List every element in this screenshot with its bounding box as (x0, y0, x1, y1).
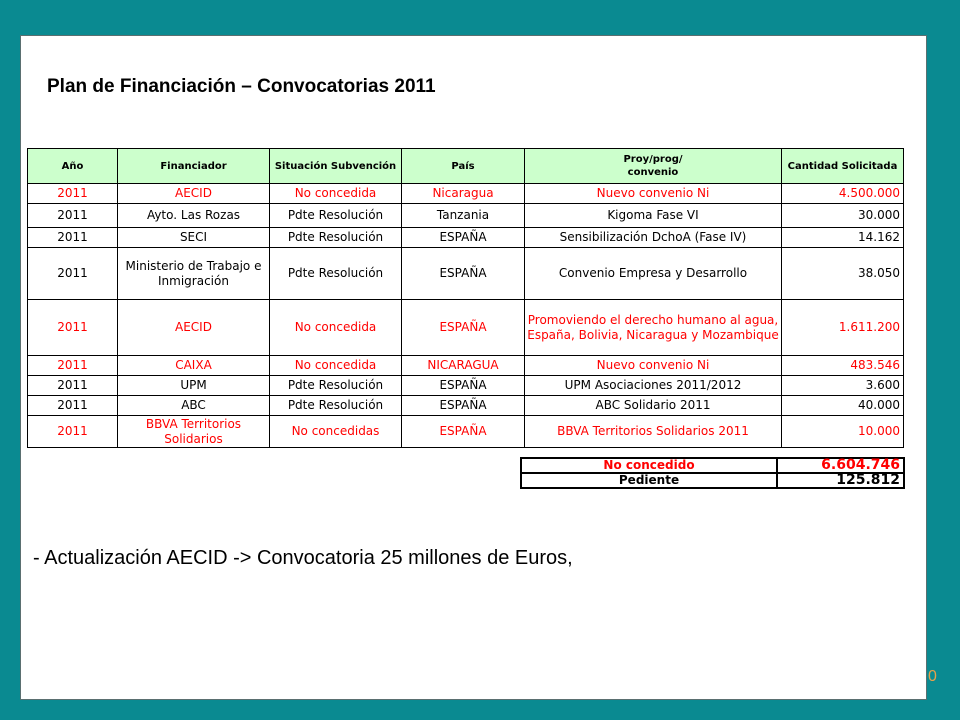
project-cell: Convenio Empresa y Desarrollo (525, 248, 782, 300)
column-header: Cantidad Solicitada (782, 149, 904, 184)
totals-table (520, 457, 905, 489)
amount-cell: 1.611.200 (782, 300, 904, 356)
funder-cell: SECI (118, 228, 270, 248)
project-cell: Kigoma Fase VI (525, 204, 782, 228)
funder-cell: UPM (118, 376, 270, 396)
funding-table (27, 148, 904, 448)
page-number: 0 (928, 668, 937, 685)
amount-cell: 3.600 (782, 376, 904, 396)
table-row (28, 396, 904, 416)
page-title: Plan de Financiación – Convocatorias 2011 (47, 76, 436, 97)
column-header: Situación Subvención (270, 149, 402, 184)
year-cell: 2011 (28, 356, 118, 376)
table-row (28, 356, 904, 376)
status-cell: No concedida (270, 300, 402, 356)
funder-cell: AECID (118, 300, 270, 356)
project-cell: ABC Solidario 2011 (525, 396, 782, 416)
totals-label: Pediente (521, 473, 777, 488)
year-cell: 2011 (28, 396, 118, 416)
year-cell: 2011 (28, 300, 118, 356)
country-cell: Tanzania (402, 204, 525, 228)
year-cell: 2011 (28, 184, 118, 204)
status-cell: No concedida (270, 356, 402, 376)
country-cell: NICARAGUA (402, 356, 525, 376)
country-cell: ESPAÑA (402, 396, 525, 416)
totals-row (521, 458, 904, 473)
funder-cell: AECID (118, 184, 270, 204)
status-cell: Pdte Resolución (270, 396, 402, 416)
table-row (28, 248, 904, 300)
project-cell: Nuevo convenio Ni (525, 184, 782, 204)
status-cell: Pdte Resolución (270, 376, 402, 396)
table-row (28, 416, 904, 448)
totals-value: 6.604.746 (777, 458, 904, 473)
project-cell: Promoviendo el derecho humano al agua, España, Bolivia, Nicaragua y Mozambique (525, 300, 782, 356)
project-cell: BBVA Territorios Solidarios 2011 (525, 416, 782, 448)
funder-cell: BBVA Territorios Solidarios (118, 416, 270, 448)
country-cell: ESPAÑA (402, 228, 525, 248)
status-cell: Pdte Resolución (270, 228, 402, 248)
project-cell: UPM Asociaciones 2011/2012 (525, 376, 782, 396)
table-row (28, 376, 904, 396)
status-cell: No concedidas (270, 416, 402, 448)
table-row (28, 228, 904, 248)
totals-label: No concedido (521, 458, 777, 473)
amount-cell: 30.000 (782, 204, 904, 228)
year-cell: 2011 (28, 416, 118, 448)
amount-cell: 40.000 (782, 396, 904, 416)
column-header: Financiador (118, 149, 270, 184)
year-cell: 2011 (28, 376, 118, 396)
table-row (28, 204, 904, 228)
funder-cell: CAIXA (118, 356, 270, 376)
column-header: País (402, 149, 525, 184)
amount-cell: 483.546 (782, 356, 904, 376)
totals-row (521, 473, 904, 488)
amount-cell: 10.000 (782, 416, 904, 448)
table-row (28, 184, 904, 204)
column-header: Proy/prog/ convenio (525, 149, 782, 184)
funder-cell: Ministerio de Trabajo e Inmigración (118, 248, 270, 300)
country-cell: ESPAÑA (402, 376, 525, 396)
amount-cell: 4.500.000 (782, 184, 904, 204)
note-text: - Actualización AECID -> Convocatoria 25 millones de Euros, (33, 547, 573, 569)
table-header-row (28, 149, 904, 184)
slide (20, 35, 927, 700)
year-cell: 2011 (28, 204, 118, 228)
status-cell: No concedida (270, 184, 402, 204)
year-cell: 2011 (28, 228, 118, 248)
amount-cell: 38.050 (782, 248, 904, 300)
year-cell: 2011 (28, 248, 118, 300)
project-cell: Nuevo convenio Ni (525, 356, 782, 376)
funder-cell: ABC (118, 396, 270, 416)
country-cell: ESPAÑA (402, 416, 525, 448)
country-cell: ESPAÑA (402, 300, 525, 356)
funder-cell: Ayto. Las Rozas (118, 204, 270, 228)
totals-value: 125.812 (777, 473, 904, 488)
country-cell: Nicaragua (402, 184, 525, 204)
table-row (28, 300, 904, 356)
project-cell: Sensibilización DchoA (Fase IV) (525, 228, 782, 248)
column-header: Año (28, 149, 118, 184)
status-cell: Pdte Resolución (270, 248, 402, 300)
country-cell: ESPAÑA (402, 248, 525, 300)
status-cell: Pdte Resolución (270, 204, 402, 228)
amount-cell: 14.162 (782, 228, 904, 248)
